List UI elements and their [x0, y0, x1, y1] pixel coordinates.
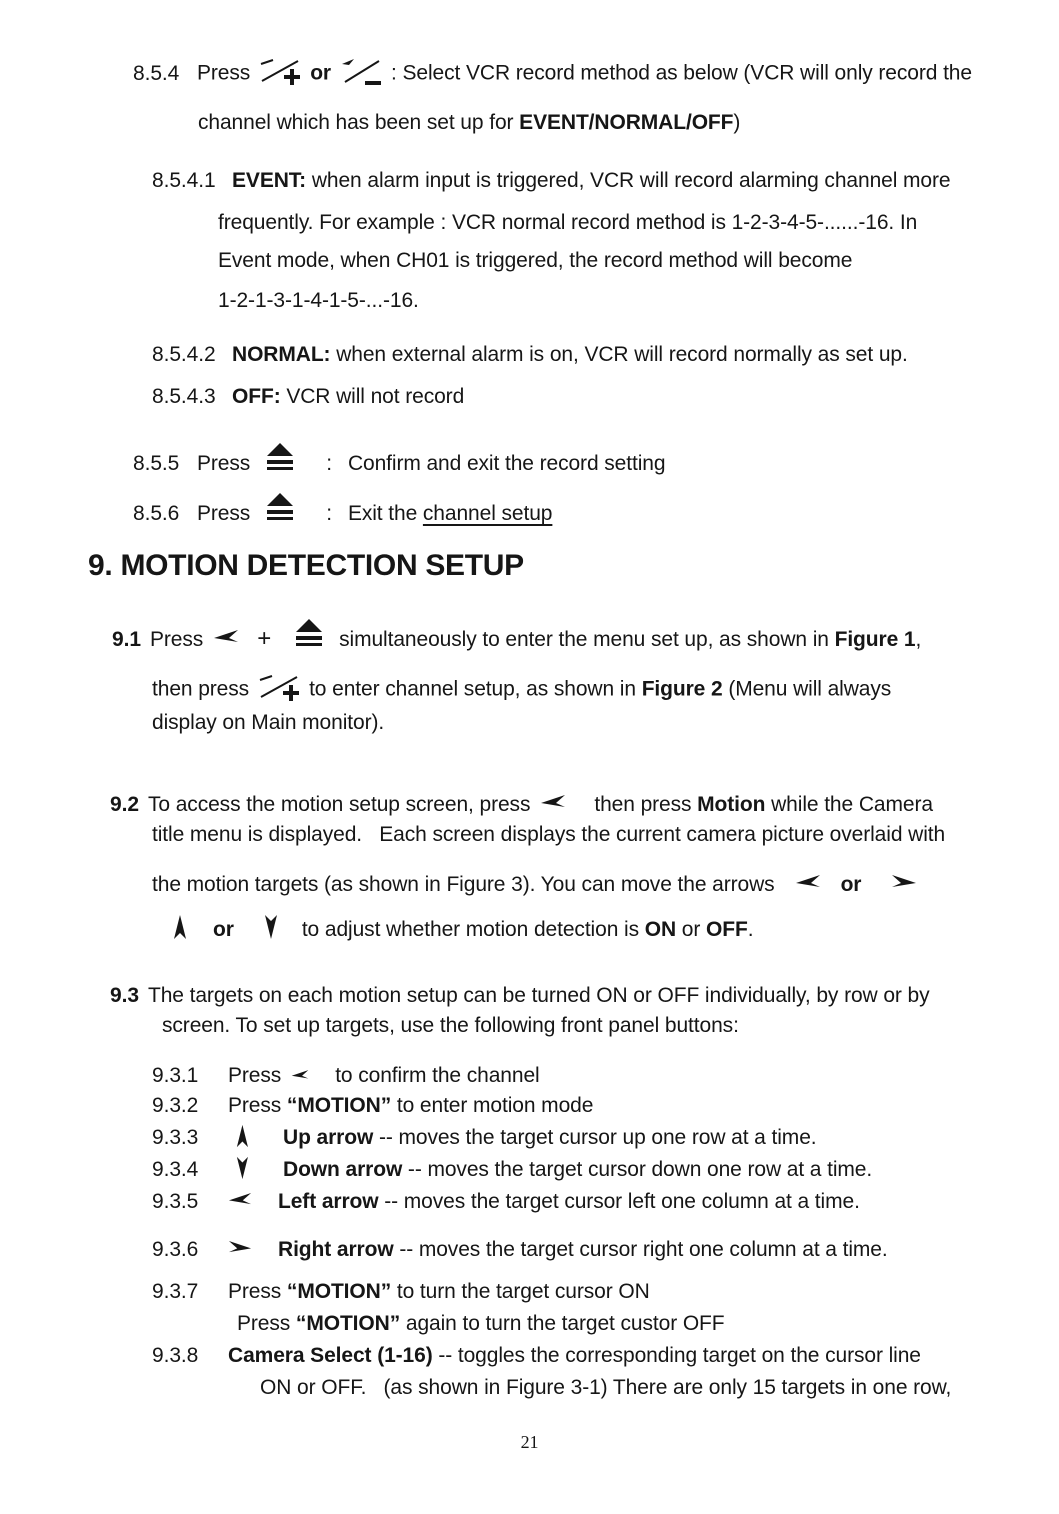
item-text: frequently. For example : VCR normal record method is 1-2-3-4-5-......-16. In — [218, 211, 918, 234]
item-number: 8.5.4.1 — [152, 169, 216, 192]
item-text: to adjust whether motion detection is — [301, 918, 645, 941]
eject-icon — [264, 492, 296, 522]
motion-button-label: “MOTION” — [286, 1280, 392, 1303]
item-9-3-5 — [152, 1187, 1059, 1217]
item-number: 9.3.6 — [152, 1238, 199, 1261]
right-arrow-label: Right arrow — [278, 1238, 394, 1261]
item-text: Press — [228, 1280, 287, 1303]
item-number: 8.5.5 — [133, 452, 180, 475]
item-text: when external alarm is on, VCR will record normally as set up. — [330, 343, 908, 366]
left-arrow-icon — [228, 1192, 252, 1207]
colon: : — [326, 502, 332, 525]
item-text: channel which has been set up for — [198, 111, 520, 134]
item-9-1-line2 — [152, 672, 1059, 708]
item-8-5-4-3 — [152, 382, 1059, 412]
item-text: to enter motion mode — [391, 1094, 594, 1117]
item-9-3-8-line2 — [260, 1373, 1059, 1403]
item-text: ON or OFF. (as shown in Figure 3-1) There are only 15 targets in one row, — [260, 1376, 952, 1399]
item-9-1-line1 — [112, 618, 1059, 658]
item-number: 8.5.4.3 — [152, 385, 216, 408]
item-9-3-line2 — [162, 1011, 1059, 1041]
item-number: 9.3 — [110, 984, 139, 1007]
item-text: then press — [594, 793, 698, 816]
item-9-3-6 — [152, 1235, 1059, 1265]
item-number: 9.3.3 — [152, 1126, 199, 1149]
item-text: Event mode, when CH01 is triggered, the record method will become — [218, 249, 853, 272]
normal-label: NORMAL: — [232, 343, 331, 366]
item-text: . — [747, 918, 754, 941]
shuttle-plus-icon — [258, 56, 302, 86]
plus-sign: + — [257, 625, 272, 652]
item-9-3-7-line1 — [152, 1277, 1059, 1307]
item-text: To access the motion setup screen, press — [148, 793, 531, 816]
item-text: display on Main monitor). — [152, 711, 385, 734]
on-label: ON — [644, 918, 677, 941]
right-arrow-icon — [228, 1240, 252, 1255]
item-text: -- moves the target cursor up one row at a time. — [373, 1126, 817, 1149]
figure-2-ref: Figure 2 — [641, 677, 723, 701]
shuttle-plus-icon — [257, 672, 301, 702]
item-8-5-4-2 — [152, 340, 1059, 370]
press-label: Press — [197, 452, 251, 475]
item-text: , — [915, 628, 922, 651]
item-number: 9.3.2 — [152, 1094, 199, 1117]
item-text: again to turn the target custor OFF — [400, 1312, 725, 1335]
press-label: Press — [150, 628, 204, 651]
eject-icon — [264, 442, 296, 472]
item-text: -- toggles the corresponding target on the cursor line — [432, 1344, 921, 1367]
item-number: 9.3.7 — [152, 1280, 199, 1303]
up-arrow-icon — [171, 914, 187, 940]
down-arrow-label: Down arrow — [283, 1158, 403, 1181]
left-arrow-icon — [540, 794, 566, 810]
left-arrow-icon — [795, 874, 821, 890]
press-label: Press — [228, 1064, 282, 1087]
item-text: -- moves the target cursor left one column at a time. — [378, 1190, 860, 1213]
item-text: when alarm input is triggered, VCR will record alarming channel more — [306, 169, 951, 192]
figure-1-ref: Figure 1 — [834, 628, 916, 651]
event-normal-off-label: EVENT/NORMAL/OFF — [519, 111, 734, 134]
item-number: 8.5.6 — [133, 502, 180, 525]
motion-button-label: Motion — [697, 793, 766, 816]
item-9-3-2 — [152, 1091, 1059, 1121]
item-text: to turn the target cursor ON — [391, 1280, 650, 1303]
item-9-2-line4 — [165, 914, 1059, 945]
item-8-5-4-1-line2 — [218, 208, 1059, 238]
camera-select-label: Camera Select (1-16) — [228, 1344, 433, 1367]
item-text: ) — [733, 111, 741, 134]
item-number: 8.5.4.2 — [152, 343, 216, 366]
item-8-5-6 — [133, 492, 1059, 532]
item-number: 9.1 — [112, 628, 141, 651]
item-8-5-4-line1 — [133, 56, 1059, 92]
left-arrow-label: Left arrow — [278, 1190, 379, 1213]
item-text: or — [676, 918, 706, 941]
item-9-3-4 — [152, 1155, 1059, 1185]
down-arrow-icon — [234, 1156, 249, 1180]
up-arrow-icon — [234, 1124, 249, 1148]
item-number: 9.3.5 — [152, 1190, 199, 1213]
colon: : — [326, 452, 332, 475]
item-text: then press — [152, 677, 250, 701]
left-arrow-icon — [213, 629, 239, 645]
item-8-5-4-1-line3 — [218, 246, 1059, 276]
item-text: The targets on each motion setup can be turned ON or OFF individually, by row or by — [148, 984, 930, 1007]
item-text: Exit the — [347, 502, 423, 525]
item-9-2-line3 — [152, 870, 1059, 900]
left-arrow-icon — [291, 1069, 309, 1081]
item-text: 1-2-1-3-1-4-1-5-...-16. — [218, 289, 419, 312]
press-label: Press — [197, 502, 251, 525]
off-label: OFF: — [232, 385, 281, 408]
item-9-3-1 — [152, 1061, 1059, 1091]
down-arrow-icon — [262, 914, 278, 940]
item-number: 9.3.8 — [152, 1344, 199, 1367]
item-text: Press — [237, 1312, 296, 1335]
motion-button-label: “MOTION” — [295, 1312, 401, 1335]
item-text: simultaneously to enter the menu set up, as shown in — [339, 628, 835, 651]
item-number: 8.5.4 — [133, 61, 180, 85]
item-9-3-7-line2 — [237, 1309, 1059, 1339]
item-8-5-4-1-line4 — [218, 286, 1059, 316]
item-text: (Menu will always — [722, 677, 892, 701]
off-label: OFF — [705, 918, 748, 941]
item-8-5-5 — [133, 442, 1059, 482]
item-8-5-4-1-line1 — [152, 166, 1059, 196]
item-9-3-8-line1 — [152, 1341, 1059, 1371]
eject-icon — [293, 618, 325, 648]
item-number: 9.3.1 — [152, 1064, 199, 1087]
or-label: or — [213, 918, 234, 941]
channel-setup-underlined: channel setup — [422, 502, 553, 525]
item-text: VCR will not record — [280, 385, 465, 408]
item-text: Press — [228, 1094, 287, 1117]
shuttle-minus-icon — [339, 56, 383, 86]
item-9-3-line1 — [110, 981, 1059, 1011]
item-9-2-line2 — [152, 820, 1059, 850]
item-text: title menu is displayed. Each screen displays the current camera picture overlaid with — [152, 823, 946, 846]
item-text: the motion targets (as shown in Figure 3). You can move the arrows — [152, 873, 775, 896]
section-9-heading: 9. MOTION DETECTION SETUP — [88, 549, 524, 582]
item-text: to enter channel setup, as shown in — [309, 677, 642, 701]
item-text: while the Camera — [765, 793, 933, 816]
item-8-5-4-line2 — [198, 108, 1059, 138]
item-text: to confirm the channel — [335, 1064, 540, 1087]
event-label: EVENT: — [232, 169, 307, 192]
item-text: Confirm and exit the record setting — [347, 452, 666, 475]
or-label: or — [310, 61, 331, 85]
right-arrow-icon — [891, 874, 917, 890]
item-number: 9.2 — [110, 793, 139, 816]
item-9-2-line1 — [110, 790, 1059, 820]
item-9-3-3 — [152, 1123, 1059, 1153]
motion-button-label: “MOTION” — [286, 1094, 392, 1117]
item-9-1-line3 — [152, 708, 1059, 738]
item-text: -- moves the target cursor down one row at a time. — [402, 1158, 873, 1181]
press-label: Press — [197, 61, 251, 85]
item-number: 9.3.4 — [152, 1158, 199, 1181]
item-text: : Select VCR record method as below (VCR will only record the — [391, 61, 972, 85]
or-label: or — [840, 873, 862, 896]
page-number: 21 — [520, 1432, 539, 1452]
item-text: screen. To set up targets, use the following front panel buttons: — [162, 1014, 739, 1037]
up-arrow-label: Up arrow — [283, 1126, 374, 1149]
item-text: -- moves the target cursor right one column at a time. — [393, 1238, 888, 1261]
